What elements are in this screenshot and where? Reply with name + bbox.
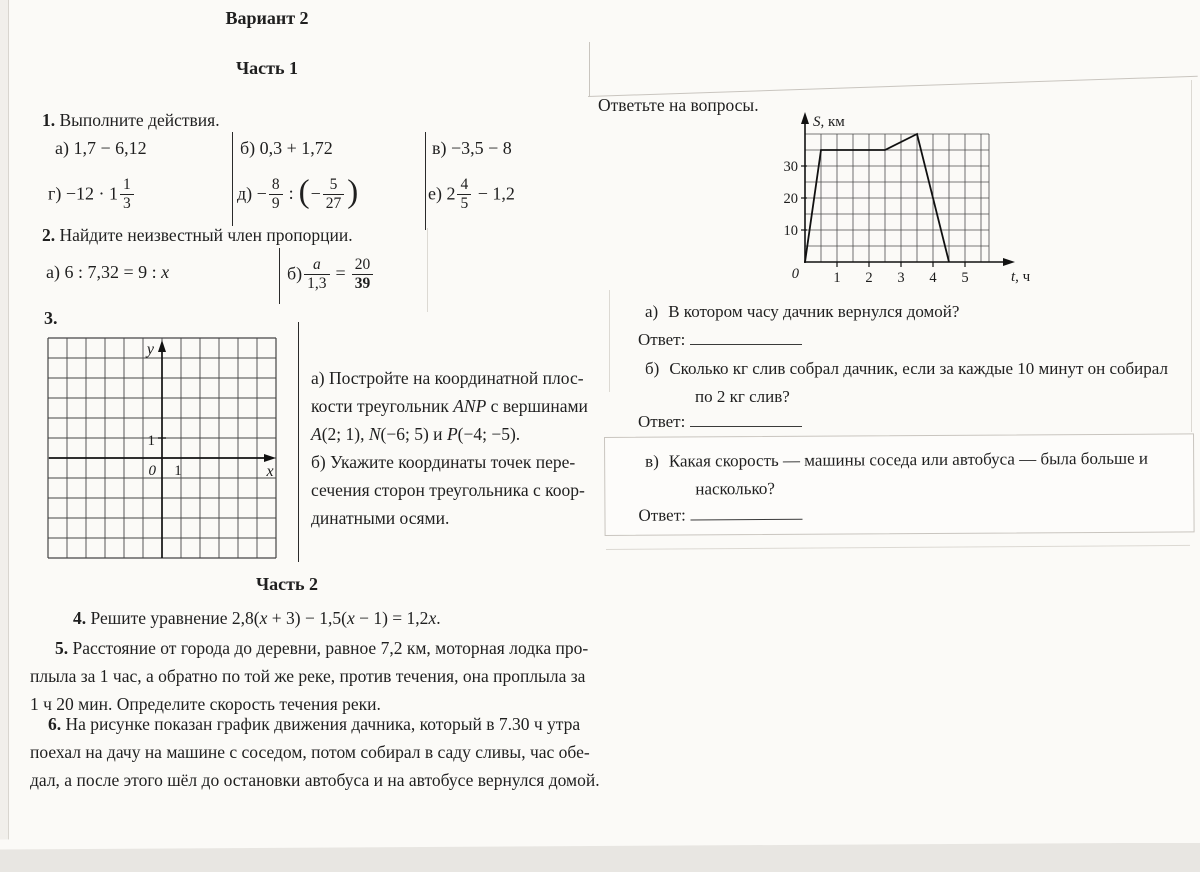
task3-number: 3. [44, 308, 58, 328]
part2-title: Часть 2 [255, 574, 319, 594]
paper-edge-task2 [427, 228, 428, 312]
question-b-line2: по 2 кг слив? [695, 387, 790, 406]
x-tick-label: 1 [833, 270, 841, 286]
paper-edge-seam-top [589, 42, 590, 97]
text-line: кости треугольник ANP с вершинами [311, 396, 588, 416]
origin-label: 0 [791, 266, 799, 282]
paper-left-edge [0, 0, 9, 845]
task1-item-g: г) −12 · 1 $\frac{1}{3}$ [48, 178, 136, 213]
answer-v: Ответ: [638, 505, 802, 526]
y-unit-label: 1 [147, 433, 155, 449]
text-line: а) Постройте на координатной плос- [311, 368, 584, 388]
y-axis-arrow [801, 112, 809, 124]
x-axis-title: x [266, 463, 274, 480]
answer-blank [691, 506, 803, 521]
answer-b: Ответ: [638, 412, 802, 432]
part1-title: Часть 1 [235, 58, 299, 78]
question-b-line1: б) Сколько кг слив собрал дачник, если за каждые 10 минут он собирал [645, 359, 1168, 378]
y-axis-title: y [146, 341, 154, 358]
text-line: сечения сторон треугольника с коор- [311, 480, 585, 500]
text-line: б) Укажите координаты точек пере- [311, 452, 576, 472]
y-axis-title: S, км [813, 114, 845, 130]
task3-divider [298, 322, 299, 562]
origin-label: 0 [148, 463, 156, 479]
y-axis-arrow [158, 340, 166, 352]
text-line: 5. Расстояние от города до деревни, равное 7,2 км, моторная лодка про- [55, 638, 589, 658]
task2-item-b: б) $\frac{a}{1,3}$ = $\frac{20}{39}$ [287, 258, 375, 293]
coordinate-grid-figure [46, 336, 280, 562]
task1-item-e: е) 2 $\frac{4}{5}$ − 1,2 [428, 176, 515, 212]
task1-item-d: д) − $\frac{8}{9}$ : (− $\frac{5}{27}$ ) [237, 174, 359, 212]
task1-item-b: б) 0,3 + 1,72 [240, 138, 333, 158]
task2-heading: 2. Найдите неизвестный член пропорции. [42, 225, 353, 245]
task6-text [30, 714, 600, 791]
task1-item-v: в) −3,5 − 8 [432, 138, 512, 158]
x-tick-label: 5 [961, 270, 969, 286]
text-line: A(2; 1), N(−6; 5) и P(−4; −5). [311, 424, 521, 444]
task2-divider [279, 248, 280, 304]
text-line: 6. На рисунке показан график движения дачника, который в 7.30 ч утра [48, 714, 581, 734]
question-v-line1: в) Какая скорость — машины соседа или автобуса — была больше и [645, 448, 1148, 471]
task3-text [311, 368, 597, 529]
y-tick-label: 30 [783, 159, 798, 175]
text-line: динатными осями. [311, 508, 450, 528]
question-v-line2: насколько? [695, 478, 775, 499]
graph-grid [805, 134, 989, 262]
paper-edge-right [1191, 80, 1192, 432]
x-tick-label: 4 [929, 270, 937, 286]
task1-item-a: а) 1,7 − 6,12 [55, 138, 147, 158]
x-axis-title: t, ч [1011, 269, 1031, 285]
text-line: 1 ч 20 мин. Определите скорость течения реки. [30, 694, 381, 714]
x-unit-label: 1 [174, 463, 182, 479]
task1-divider-2 [425, 132, 426, 230]
paper-edge-top-right [588, 76, 1198, 97]
question-a: а) В котором часу дачник вернулся домой? [645, 302, 960, 321]
x-tick-label: 3 [897, 270, 905, 286]
x-axis-arrow [1003, 258, 1015, 266]
text-line: поехал на дачу на машине с соседом, потом собирал в саду сливы, час обе- [30, 742, 590, 762]
paper-edge-seam-mid [609, 290, 610, 392]
x-axis-arrow [264, 454, 276, 462]
task4-line: 4. Решите уравнение 2,8(x + 3) − 1,5(x − 1) = 1,2x. [73, 608, 441, 628]
task5-text [30, 638, 588, 715]
y-tick-label: 20 [783, 191, 798, 207]
right-heading: Ответьте на вопросы. [598, 95, 759, 115]
motion-graph-figure [773, 110, 1033, 292]
y-tick-label: 10 [783, 223, 798, 239]
answer-blank [690, 413, 802, 427]
answer-blank [690, 331, 802, 345]
x-tick-label: 2 [865, 270, 873, 286]
paper-edge-strip-shadow [606, 545, 1190, 550]
task1-divider-1 [232, 132, 233, 226]
task1-heading: 1. Выполните действия. [42, 110, 220, 130]
text-line: плыла за 1 час, а обратно по той же реке, против течения, она проплыла за [30, 666, 586, 686]
answer-a: Ответ: [638, 330, 802, 350]
text-line: дал, а после этого шёл до остановки автобуса и на автобусе вернулся домой. [30, 770, 600, 790]
question-v-strip [604, 433, 1195, 536]
variant-title: Вариант 2 [225, 8, 309, 28]
task2-item-a: а) 6 : 7,32 = 9 : x [46, 262, 170, 282]
